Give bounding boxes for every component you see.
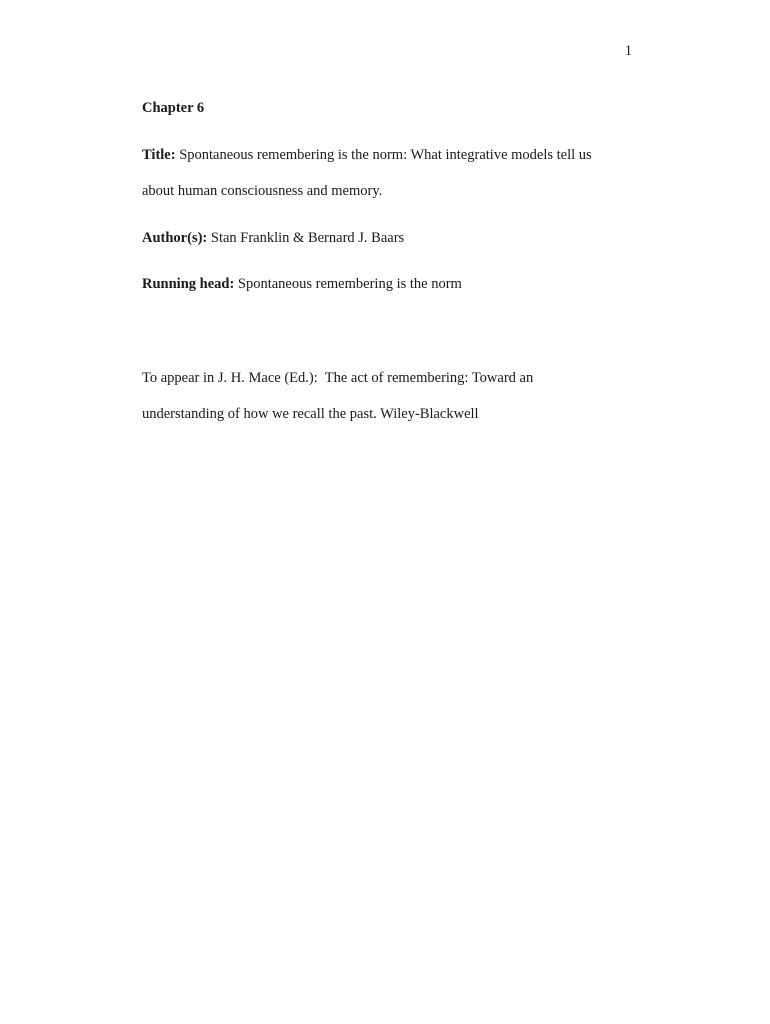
- title-line-1: [142, 146, 592, 164]
- publication-line-1: To appear in J. H. Mace (Ed.): The act of remembering: Toward an: [142, 370, 534, 386]
- authors-value: Stan Franklin & Bernard J. Baars: [210, 230, 405, 246]
- chapter-heading: Chapter 6: [142, 100, 205, 116]
- running-head-label: Running head:: [142, 276, 235, 292]
- running-head-line: [142, 275, 462, 293]
- title-text-part-1: Spontaneous remembering is the norm: What integrative models tell us: [179, 147, 592, 163]
- page-number: 1: [624, 43, 632, 59]
- running-head-value: Spontaneous remembering is the norm: [237, 276, 462, 292]
- publication-line-2: understanding of how we recall the past. Wiley-Blackwell: [142, 406, 479, 422]
- authors-label: Author(s):: [142, 230, 208, 246]
- title-label: Title:: [142, 147, 176, 163]
- authors-line: [142, 229, 404, 247]
- title-line-2: about human consciousness and memory.: [142, 183, 383, 199]
